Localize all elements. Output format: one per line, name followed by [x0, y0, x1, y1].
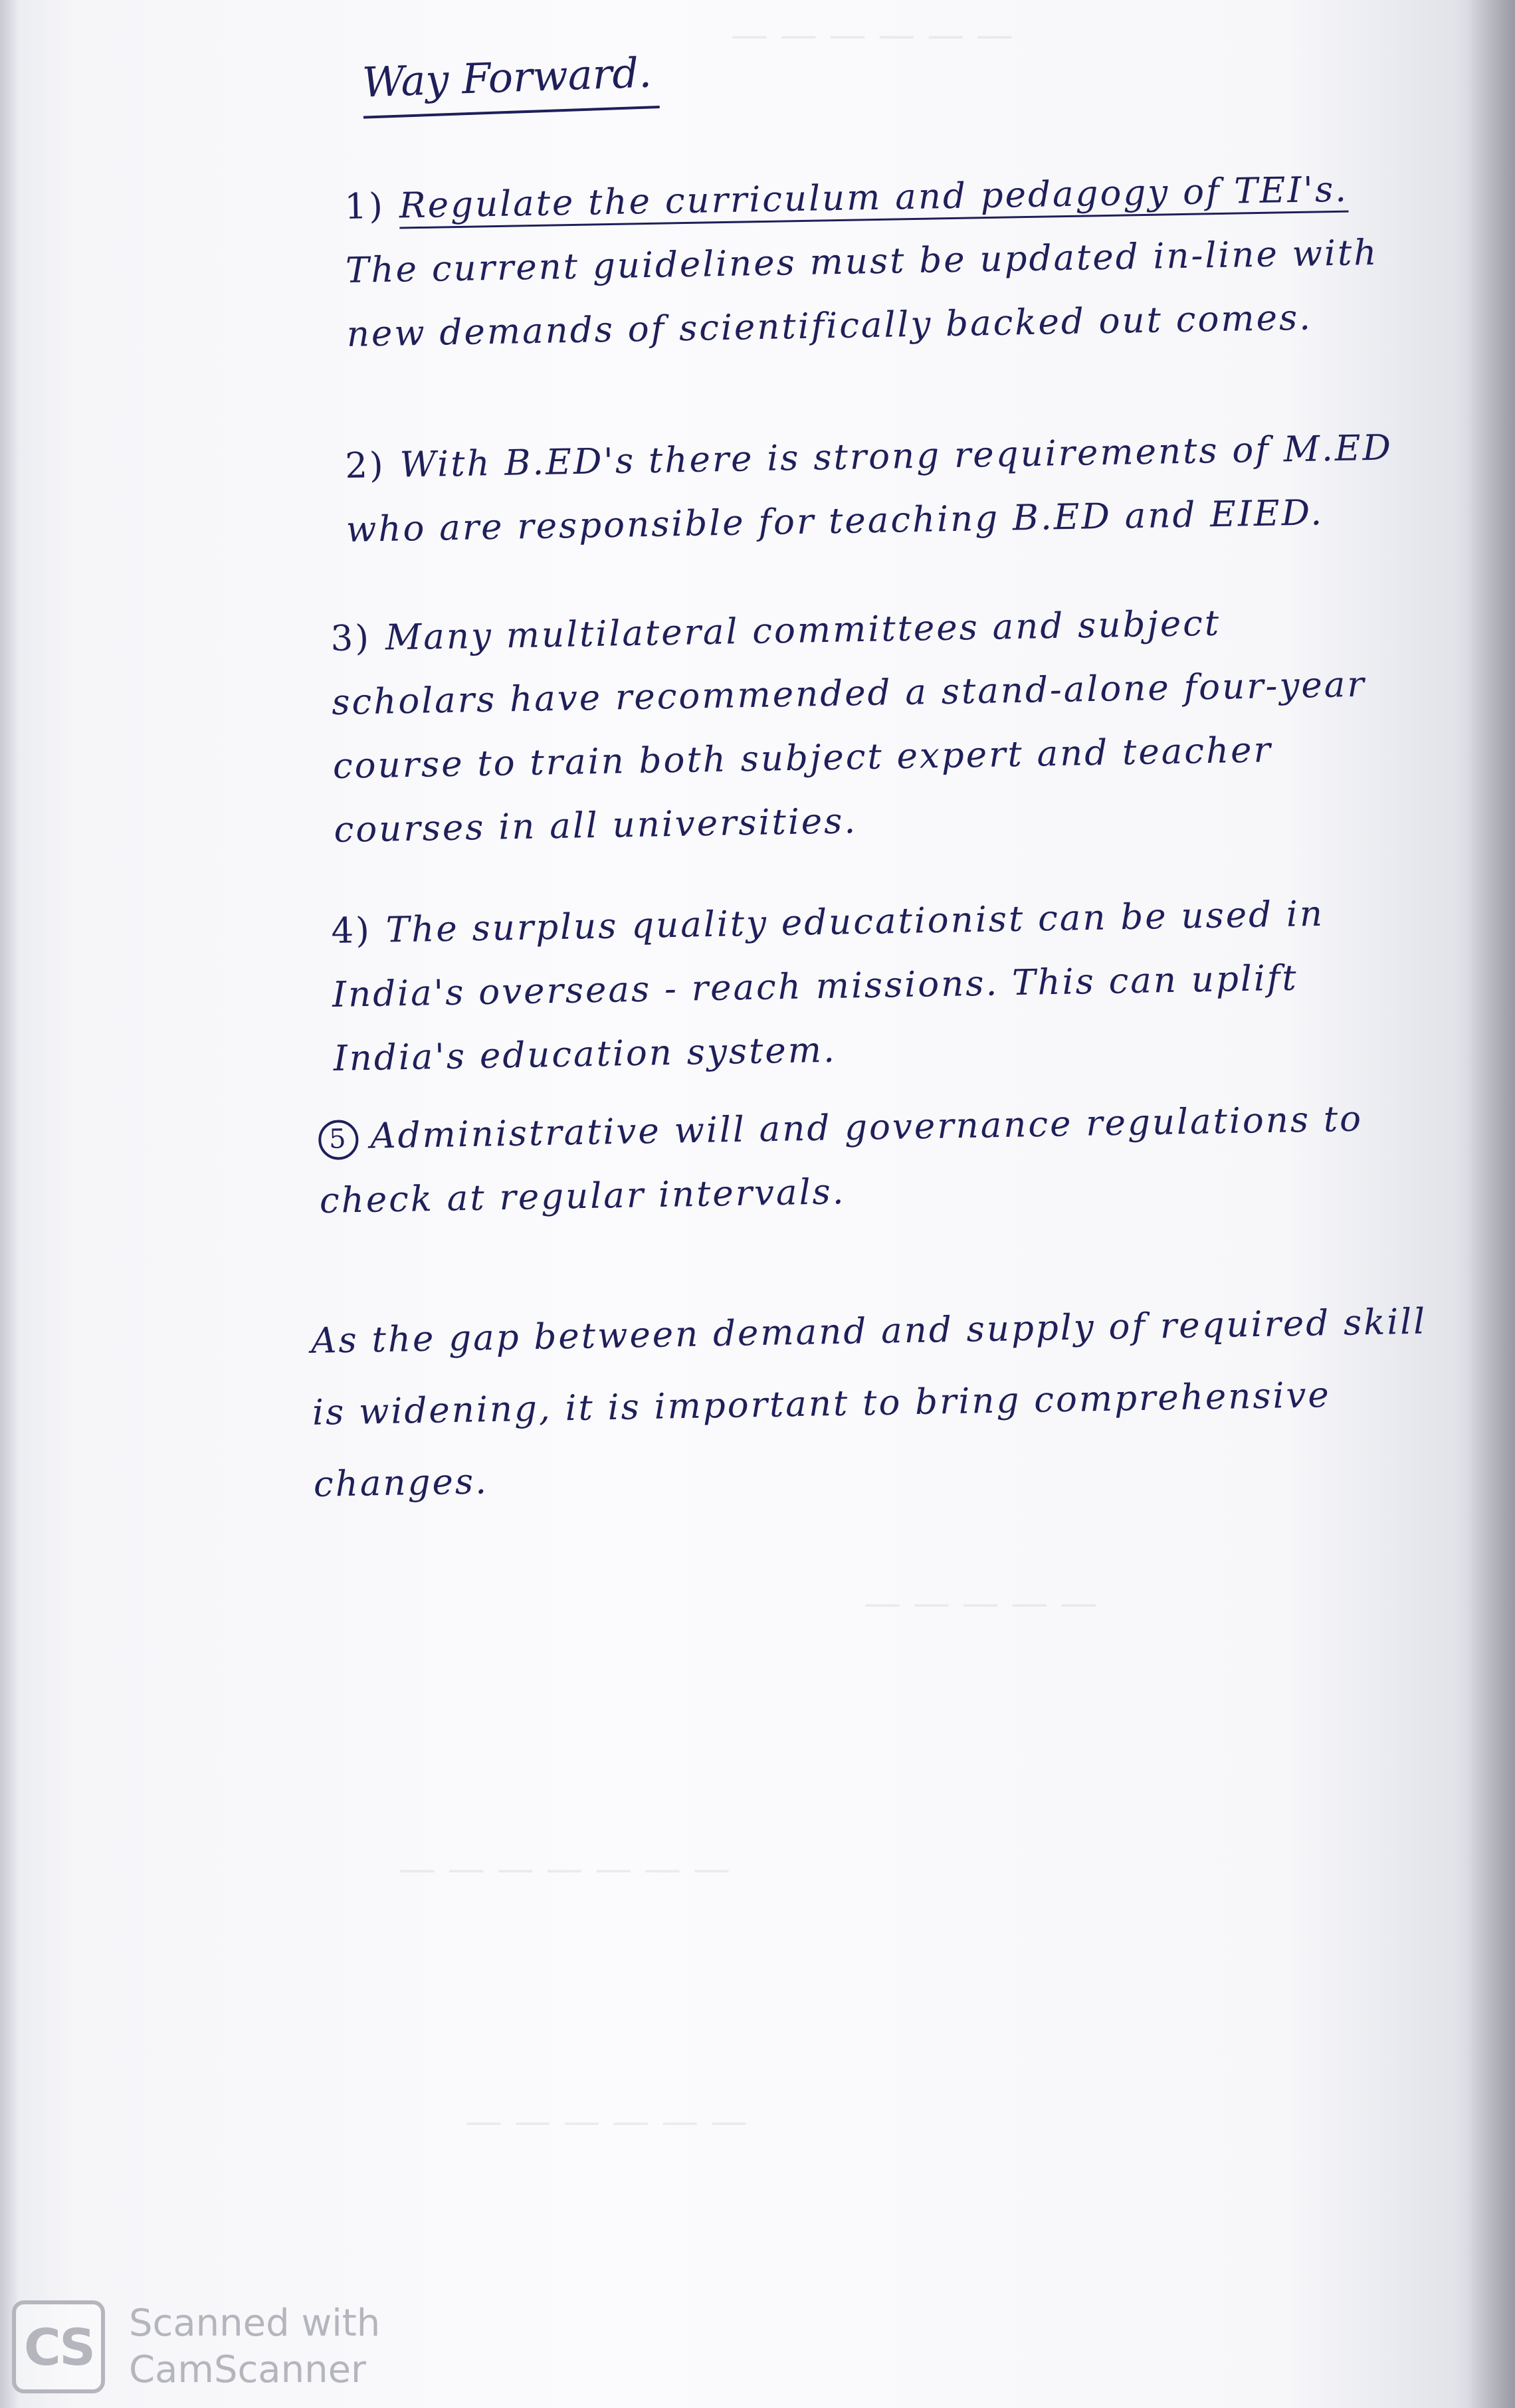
watermark-text	[129, 2300, 380, 2393]
point-number: 3)	[330, 617, 371, 659]
point-number: 1)	[344, 185, 385, 227]
point-5	[318, 1087, 1383, 1233]
point-4	[331, 881, 1397, 1091]
point-2	[344, 416, 1409, 562]
watermark-line-2: CamScanner	[129, 2348, 367, 2391]
bleed-through: — — — — —	[864, 1581, 1098, 1625]
point-body: The surplus quality educationist can be used in India's overseas - reach missions. This can uplift India's education system.	[332, 893, 1325, 1079]
heading-underline	[363, 106, 660, 119]
point-1	[344, 157, 1411, 367]
point-3	[330, 589, 1397, 862]
conclusion-paragraph	[310, 1286, 1443, 1521]
camscanner-watermark	[12, 2299, 380, 2395]
camscanner-logo-icon: CS	[12, 2300, 105, 2393]
bleed-through: — — — — — — —	[399, 1847, 730, 1890]
page-heading	[361, 48, 653, 106]
point-number: 2)	[344, 445, 386, 486]
point-body: Administrative will and governance regulations to check at regular intervals.	[319, 1098, 1364, 1221]
heading-text: Way Forward.	[361, 48, 653, 107]
bleed-through: — — — — — —	[465, 2100, 748, 2143]
point-body: With B.ED's there is strong requirements of M.ED who are responsible for teaching B.ED and EIED.	[346, 427, 1393, 550]
watermark-line-1: Scanned with	[129, 2302, 381, 2345]
point-title: Regulate the curriculum and pedagogy of TEI's.	[399, 169, 1349, 227]
point-body: Many multilateral committees and subject scholars have recommended a stand-alone four-year course to train both subject expert and teacher courses in all universities.	[331, 603, 1367, 851]
conclusion-text: As the gap between demand and supply of required skill is widening, it is important to bring comprehensive changes.	[310, 1301, 1427, 1505]
bleed-through: — — — — — —	[731, 13, 1014, 56]
point-number-circled: 5	[318, 1119, 359, 1159]
point-number: 4)	[330, 910, 372, 952]
point-body: The current guidelines must be updated in-line with new demands of scientifically backed out comes.	[345, 232, 1379, 355]
